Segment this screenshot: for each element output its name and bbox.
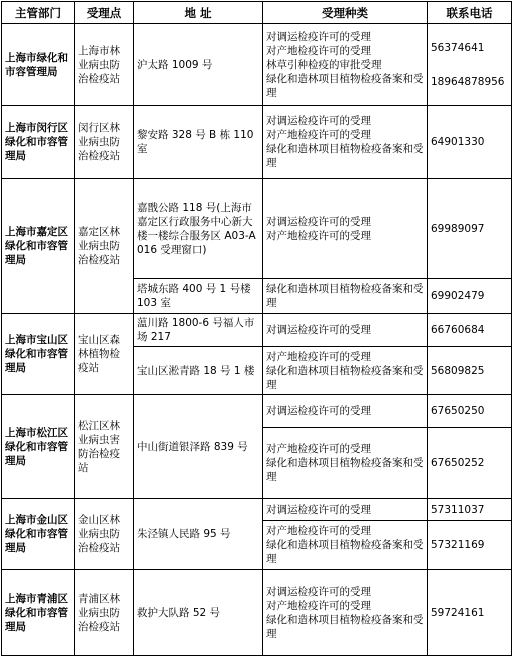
phone-number: 69902479 [428, 279, 512, 314]
acceptance-type: 对产地检疫许可的受理 [266, 129, 371, 141]
acceptance-point-cell: 上海市林业病虫防治检疫站 [75, 24, 134, 106]
table-row [2, 179, 512, 279]
phone-number: 66760684 [428, 314, 512, 347]
acceptance-type: 对产地检疫许可的受理 [266, 350, 371, 363]
acceptance-type: 绿化和造林项目植物检疫备案和受理 [266, 72, 424, 99]
acceptance-type: 对调运检疫许可的受理 [266, 405, 371, 417]
acceptance-types-cell [263, 428, 428, 499]
table-header-row [2, 2, 512, 24]
phone-number: 56374641 [431, 41, 485, 54]
table-row [2, 106, 512, 179]
address-cell: 塔城东路 400 号 1 号楼 103 室 [134, 279, 263, 314]
address-cell: 中山街道银泽路 839 号 [134, 395, 263, 499]
acceptance-types-cell [263, 570, 428, 656]
department-cell: 上海市金山区绿化和市容管理局 [2, 499, 75, 570]
table-row [2, 314, 512, 347]
acceptance-types-cell [263, 314, 428, 347]
address-cell: 朱泾镇人民路 95 号 [134, 499, 263, 570]
department-cell: 上海市青浦区绿化和市容管理局 [2, 570, 75, 656]
address-cell: 蕰川路 1800-6 号福人市场 217 [134, 314, 263, 347]
acceptance-point-cell: 宝山区森林植物检疫站 [75, 314, 134, 395]
acceptance-types-cell [263, 395, 428, 428]
acceptance-type: 绿化和造林项目植物检疫备案和受理 [266, 539, 424, 565]
acceptance-type: 对产地检疫许可的受理 [266, 599, 371, 612]
acceptance-points-table [1, 1, 512, 656]
phone-number: 57311037 [428, 499, 512, 521]
acceptance-type: 绿化和造林项目植物检疫备案和受理 [266, 613, 424, 640]
phone-number: 56809825 [428, 347, 512, 395]
address-cell: 救护大队路 52 号 [134, 570, 263, 656]
acceptance-type: 对调运检疫许可的受理 [266, 30, 371, 43]
acceptance-type: 对调运检疫许可的受理 [266, 215, 371, 228]
column-header-acceptance-types: 受理种类 [263, 2, 428, 24]
department-cell: 上海市闵行区绿化和市容管理局 [2, 106, 75, 179]
column-header-department: 主管部门 [2, 2, 75, 24]
address-cell: 嘉戬公路 118 号(上海市嘉定区行政服务中心新大楼一楼综合服务区 A03-A016 受理窗口) [134, 179, 263, 279]
acceptance-point-cell: 金山区林业病虫防治检疫站 [75, 499, 134, 570]
department-cell: 上海市嘉定区绿化和市容管理局 [2, 179, 75, 314]
acceptance-type: 对产地检疫许可的受理 [266, 44, 371, 57]
department-cell: 上海市宝山区绿化和市容管理局 [2, 314, 75, 395]
acceptance-type: 对产地检疫许可的受理 [266, 443, 371, 455]
acceptance-type: 绿化和造林项目植物检疫备案和受理 [266, 457, 424, 483]
acceptance-types-cell [263, 179, 428, 279]
acceptance-types-cell [263, 347, 428, 395]
acceptance-types-cell [263, 521, 428, 570]
acceptance-types-cell [263, 499, 428, 521]
acceptance-type: 绿化和造林项目植物检疫备案和受理 [266, 143, 424, 169]
acceptance-point-cell: 松江区林业病虫害防治检疫站 [75, 395, 134, 499]
acceptance-types-cell [263, 279, 428, 314]
acceptance-type: 绿化和造林项目植物检疫备案和受理 [266, 364, 424, 391]
acceptance-type: 对调运检疫许可的受理 [266, 115, 371, 127]
acceptance-point-cell: 青浦区林业病虫防治检疫站 [75, 570, 134, 656]
phone-number: 67650250 [428, 395, 512, 428]
phone-number: 18964878956 [431, 75, 505, 88]
table-row [2, 24, 512, 106]
column-header-address: 地 址 [134, 2, 263, 24]
address-cell: 沪太路 1009 号 [134, 24, 263, 106]
acceptance-type: 对产地检疫许可的受理 [266, 525, 371, 537]
acceptance-type: 对调运检疫许可的受理 [266, 585, 371, 598]
acceptance-type: 绿化和造林项目植物检疫备案和受理 [266, 283, 424, 309]
department-cell: 上海市松江区绿化和市容管理局 [2, 395, 75, 499]
acceptance-types-cell [263, 106, 428, 179]
acceptance-type: 对产地检疫许可的受理 [266, 229, 371, 242]
table-row [2, 395, 512, 428]
acceptance-point-cell: 闵行区林业病虫防治检疫站 [75, 106, 134, 179]
acceptance-type: 对调运检疫许可的受理 [266, 324, 371, 336]
phone-number: 69989097 [428, 179, 512, 279]
phone-cell [428, 24, 512, 106]
department-cell: 上海市绿化和市容管理局 [2, 24, 75, 106]
acceptance-point-cell: 嘉定区林业病虫防治检疫站 [75, 179, 134, 314]
address-cell: 宝山区淞青路 18 号 1 楼 [134, 347, 263, 395]
column-header-phone: 联系电话 [428, 2, 512, 24]
table-row [2, 570, 512, 656]
column-header-acceptance-point: 受理点 [75, 2, 134, 24]
phone-number: 67650252 [428, 428, 512, 499]
phone-number: 64901330 [428, 106, 512, 179]
acceptance-type: 对调运检疫许可的受理 [266, 503, 371, 516]
phone-number: 57321169 [428, 521, 512, 570]
address-cell: 黎安路 328 号 B 栋 110 室 [134, 106, 263, 179]
acceptance-types-cell [263, 24, 428, 106]
table-row [2, 499, 512, 521]
acceptance-type: 林草引种检疫的审批受理 [266, 58, 382, 71]
phone-number: 59724161 [428, 570, 512, 656]
